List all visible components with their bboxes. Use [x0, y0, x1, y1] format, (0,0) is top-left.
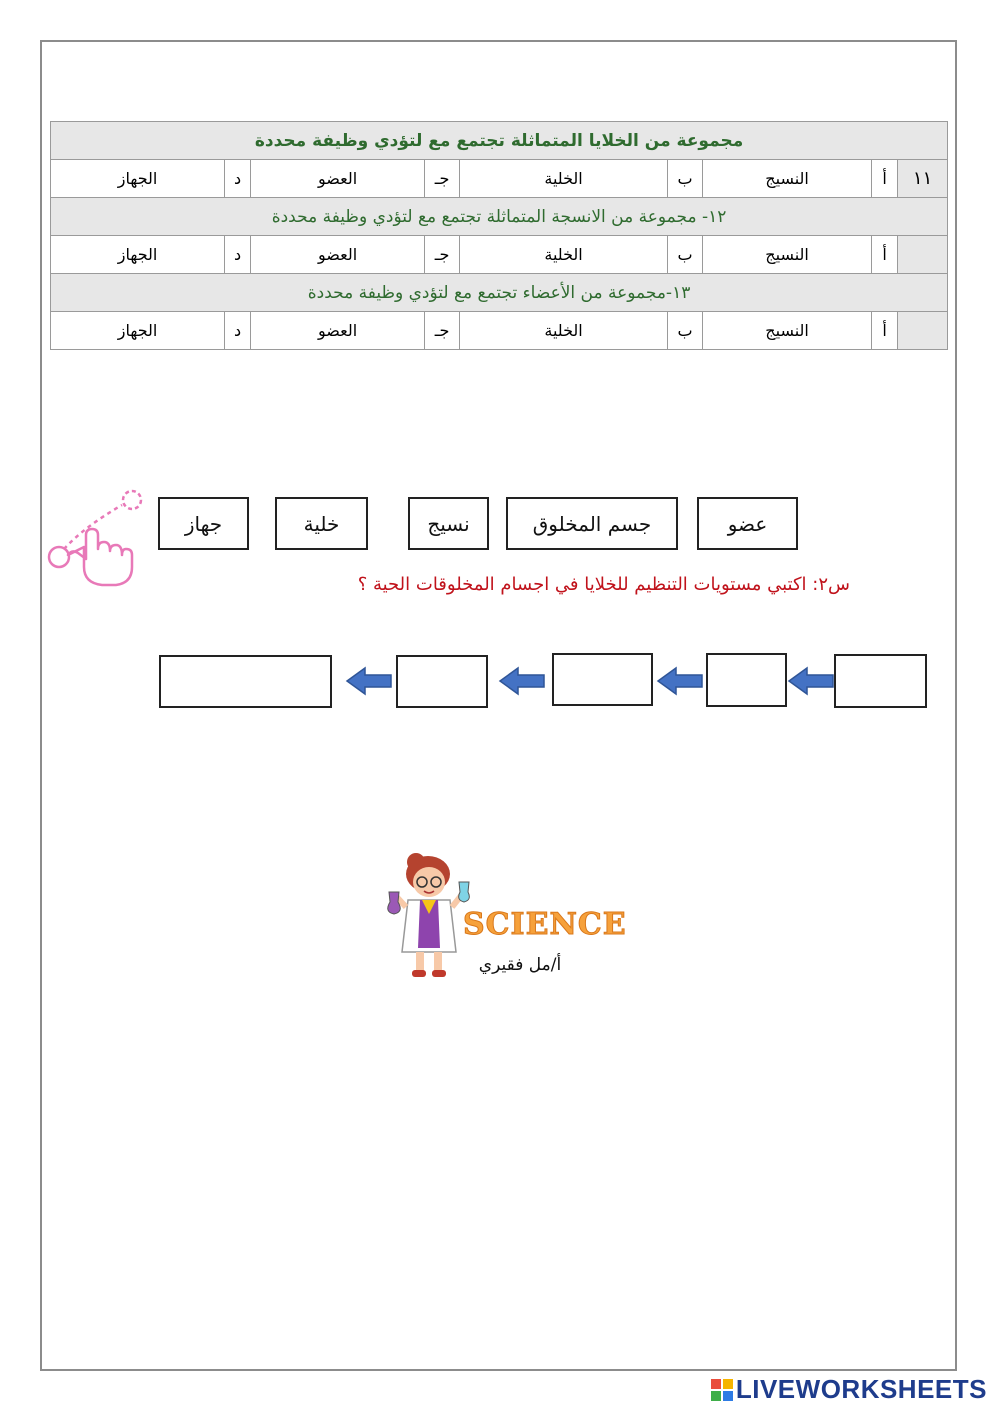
question-row — [51, 198, 948, 236]
arrow-left-icon — [656, 666, 704, 696]
word-card-udw[interactable]: عضو — [697, 497, 798, 550]
options-row — [51, 236, 948, 274]
option-c[interactable]: العضو — [251, 160, 425, 198]
question-number: ١١ — [898, 160, 948, 198]
word-card-jihaz[interactable]: جهاز — [158, 497, 249, 550]
answer-box-1[interactable] — [834, 654, 927, 708]
option-b[interactable]: الخلية — [460, 160, 668, 198]
options-row — [51, 312, 948, 350]
arrow-left-icon — [345, 666, 393, 696]
option-letter: أ — [872, 160, 898, 198]
question-row — [51, 122, 948, 160]
word-card-naseej[interactable]: نسيج — [408, 497, 489, 550]
option-d[interactable]: الجهاز — [51, 236, 225, 274]
options-row — [51, 160, 948, 198]
answer-box-2[interactable] — [706, 653, 787, 707]
option-letter: ب — [668, 160, 703, 198]
question-text: مجموعة من الخلايا المتماثلة تجتمع مع لتؤدي وظيفة محددة — [51, 122, 948, 160]
option-letter: د — [225, 236, 251, 274]
option-a[interactable]: النسيج — [703, 236, 872, 274]
question-2: س٢: اكتبي مستويات التنظيم للخلايا في اجسام المخلوقات الحية ؟ — [357, 574, 850, 595]
teacher-name: أ/مل فقيري — [478, 955, 562, 975]
option-d[interactable]: الجهاز — [51, 312, 225, 350]
option-c[interactable]: العضو — [251, 312, 425, 350]
question-text: ١٢- مجموعة من الانسجة المتماثلة تجتمع مع لتؤدي وظيفة محددة — [51, 198, 948, 236]
answer-box-4[interactable] — [396, 655, 488, 708]
option-letter: أ — [872, 312, 898, 350]
science-logo-text: SCIENCE — [463, 907, 627, 942]
option-letter: ب — [668, 312, 703, 350]
word-card-khaliya[interactable]: خلية — [275, 497, 368, 550]
arrow-left-icon — [787, 666, 835, 696]
question-number — [898, 236, 948, 274]
question-text: ١٣-مجموعة من الأعضاء تجتمع مع لتؤدي وظيفة محددة — [51, 274, 948, 312]
option-letter: د — [225, 312, 251, 350]
option-letter: د — [225, 160, 251, 198]
answer-box-5[interactable] — [159, 655, 332, 708]
option-c[interactable]: العضو — [251, 236, 425, 274]
liveworksheets-icon — [711, 1379, 733, 1401]
option-d[interactable]: الجهاز — [51, 160, 225, 198]
question-number — [898, 312, 948, 350]
mcq-table — [50, 121, 948, 350]
option-a[interactable]: النسيج — [703, 160, 872, 198]
liveworksheets-logo — [711, 1374, 987, 1405]
word-card-jism[interactable]: جسم المخلوق — [506, 497, 678, 550]
option-letter: أ — [872, 236, 898, 274]
answer-box-3[interactable] — [552, 653, 653, 706]
footer-brand: LIVEWORKSHEETS — [735, 1374, 987, 1404]
option-letter: جـ — [425, 236, 460, 274]
question-row — [51, 274, 948, 312]
option-b[interactable]: الخلية — [460, 236, 668, 274]
option-letter: ب — [668, 236, 703, 274]
option-b[interactable]: الخلية — [460, 312, 668, 350]
arrow-left-icon — [498, 666, 546, 696]
option-letter: جـ — [425, 160, 460, 198]
option-a[interactable]: النسيج — [703, 312, 872, 350]
option-letter: جـ — [425, 312, 460, 350]
drag-hand-icon — [44, 487, 144, 587]
